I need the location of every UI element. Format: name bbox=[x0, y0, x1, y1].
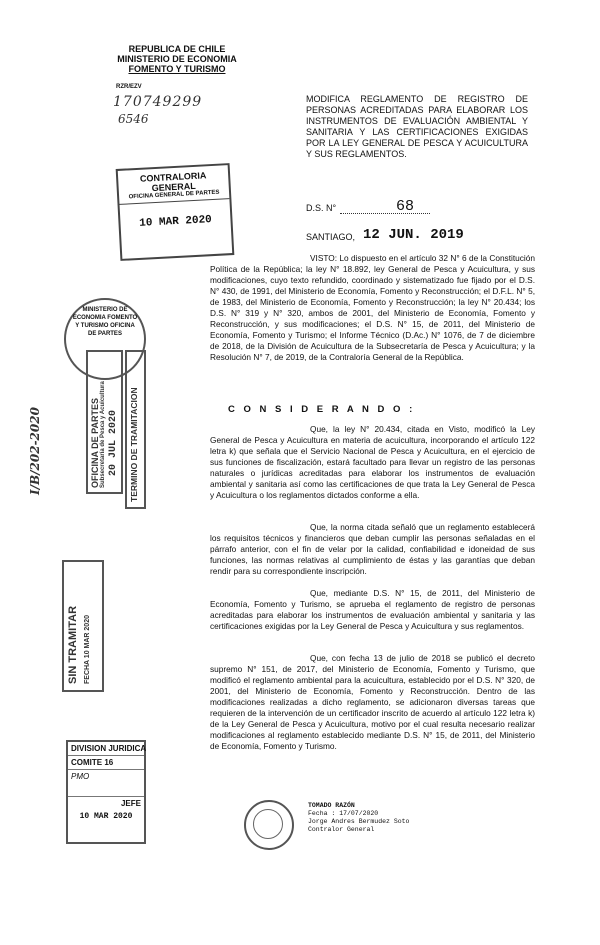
termino-tramitacion-stamp bbox=[125, 350, 146, 509]
considerando-heading: C O N S I D E R A N D O : bbox=[228, 404, 416, 415]
contraloria-stamp-title: CONTRALORIA GENERAL bbox=[139, 170, 207, 194]
considerando-paragraph-2: Que, la norma citada señaló que un reglamento establecerá los requisitos técnicos y financieros que deban cumplir las personas señaladas en el párrafo anterior, con el fin de velar por la calidad, confiabilidad e idoneidad de sus funciones, las normas relativas al cumplimiento de éstas y las garantías que deban rendir para su correspondiente inscripción. bbox=[210, 522, 535, 576]
contraloria-stamp bbox=[116, 163, 235, 261]
santiago-date: 12 JUN. 2019 bbox=[363, 227, 464, 243]
tomado-razon-date: Fecha : 17/07/2020 bbox=[308, 810, 379, 817]
division-comite: COMITE 16 bbox=[68, 756, 144, 770]
handwritten-number-2: 6546 bbox=[118, 112, 149, 126]
visto-paragraph: VISTO: Lo dispuesto en el artículo 32 N° 6 de la Constitución Política de la República; la ley N° 18.892, ley General de Pesca y Acuicultura, y sus modificaciones, cuyo texto refundido, coordinado y sistematizado fue fijado por el D.S. N° 430, de 1991, del Ministerio de Economía, Fomento y Reconstrucción; el D.F.L. N° 5, de 1983, del Ministerio de Economía, Fomento y Reconstrucción; la ley N° 20.434; los D.S. N° 319 y N° 320, ambos de 2001, del Ministerio de Economía, Fomento y Reconstrucción, y sus modificaciones; el D.S. N° 15, de 2011, del Ministerio de Economía, Fomento y Turismo; el Informe Técnico (D.Ac.) N° 1076, de 7 de diciembre de 2018, de la División de Acuicultura de la Subsecretaría de Pesca y Acuicultura; y la Resolución N° 7, de 2019, de la Contraloría General de la República. bbox=[210, 253, 535, 362]
tomado-razon-name: Jorge Andres Bermudez Soto bbox=[308, 818, 410, 825]
division-initials: PMO bbox=[68, 770, 144, 797]
division-juridica-stamp bbox=[66, 740, 146, 844]
contraloria-stamp-subtitle: OFICINA GENERAL DE PARTES bbox=[119, 189, 229, 205]
sin-tramitar-stamp bbox=[62, 560, 104, 692]
header-republic: REPUBLICA DE CHILE bbox=[128, 44, 226, 54]
circular-stamp-text: MINISTERIO DE ECONOMIA FOMENTO Y TURISMO OFICINA DE PARTES bbox=[72, 307, 138, 337]
ds-dotted-line bbox=[340, 213, 430, 214]
considerando-paragraph-4: Que, con fecha 13 de julio de 2018 se publicó el decreto supremo N° 151, de 2017, del Ministerio de Economía, Fomento y Turismo, que modificó el reglamento ambiental para la acuicultura, establecido por el D.S. N° 320, de 2001, del Ministerio de Economía, Fomento y Reconstrucción. Dentro de las modificaciones realizadas a dicho reglamento, se adicionaron diversas tareas que requieren de la intervención de un certificador inscrito de acuerdo al artículo 122 letra k) de la Ley General de Pesca y Acuicultura, motivo por el cual resulta necesario realizar modificaciones al reglamento establecido mediante D.S. N° 15, de 2011, del Ministerio de Economía, Fomento y Turismo. bbox=[210, 653, 535, 751]
santiago-label: SANTIAGO, bbox=[306, 232, 356, 242]
header-fomento: FOMENTO Y TURISMO bbox=[128, 64, 226, 74]
ministry-header bbox=[112, 44, 242, 74]
margin-handwriting-text: I/B/202-2020 bbox=[28, 407, 42, 495]
handwritten-number: 170749299 bbox=[113, 94, 203, 110]
division-date: 10 MAR 2020 bbox=[79, 812, 133, 821]
division-jefe: JEFE bbox=[120, 799, 141, 808]
oficina-partes-stamp bbox=[86, 350, 123, 494]
oficina-stamp-title: OFICINA DE PARTES bbox=[90, 397, 100, 488]
tomado-razon-block bbox=[308, 802, 409, 834]
document-title: MODIFICA REGLAMENTO DE REGISTRO DE PERSONAS ACREDITADAS PARA ELABORAR LOS INSTRUMENTOS DE EVALUACIÓN AMBIENTAL Y SANITARIA Y LAS CERTIFICACIONES EXIGIDAS POR LA LEY GENERAL DE PESCA Y ACUICULTURA Y SUS REGLAMENTOS. bbox=[306, 94, 528, 159]
oficina-stamp-subtitle: Subsecretaría de Pesca y Acuicultura bbox=[100, 381, 106, 488]
ds-label: D.S. N° bbox=[306, 203, 337, 213]
ds-number: 68 bbox=[396, 198, 415, 215]
considerando-paragraph-3: Que, mediante D.S. N° 15, de 2011, del Ministerio de Economía, Fomento y Turismo, se aprueba el reglamento de registro de personas acreditadas para elaborar los instrumentos de evaluación ambiental y sanitaria y las certificaciones exigidas por la Ley General de Pesca y Acuicultura y sus reglamentos. bbox=[210, 588, 535, 631]
tomado-razon-role: Contralor General bbox=[308, 826, 375, 833]
contraloria-seal bbox=[244, 800, 294, 850]
sin-tramitar-text: SIN TRAMITAR bbox=[67, 605, 79, 684]
considerando-paragraph-1: Que, la ley N° 20.434, citada en Visto, modificó la Ley General de Pesca y Acuicultura en materia de acuicultura, incorporando el artículo 122 letra k) que señala que el Servicio Nacional de Pesca y Acuicultura, en el ejercicio de sus funciones de fiscalización, estará facultado para llevar un registro de las personas naturales o jurídicas acreditadas para elaborar los instrumentos de evaluación ambiental y sanitaria así como las certificaciones de que trata la Ley General de Pesca y Acuicultura o los reglamentos dictados conforme a ella. bbox=[210, 424, 535, 500]
sin-tramitar-date: FECHA 10 MAR 2020 bbox=[84, 615, 91, 684]
tramitacion-text: TERMINO DE TRAMITACION bbox=[129, 387, 139, 502]
contraloria-stamp-date: 10 MAR 2020 bbox=[138, 214, 213, 230]
division-title: DIVISION JURIDICA bbox=[68, 742, 144, 756]
oficina-stamp-date: 20 JUL 2020 bbox=[108, 409, 119, 476]
tomado-razon-title: TOMADO RAZÓN bbox=[308, 802, 355, 809]
reference-initials: RZR/EZV bbox=[116, 84, 142, 90]
seal-inner-ring bbox=[253, 809, 283, 839]
header-ministry: MINISTERIO DE ECONOMIA bbox=[117, 54, 237, 64]
